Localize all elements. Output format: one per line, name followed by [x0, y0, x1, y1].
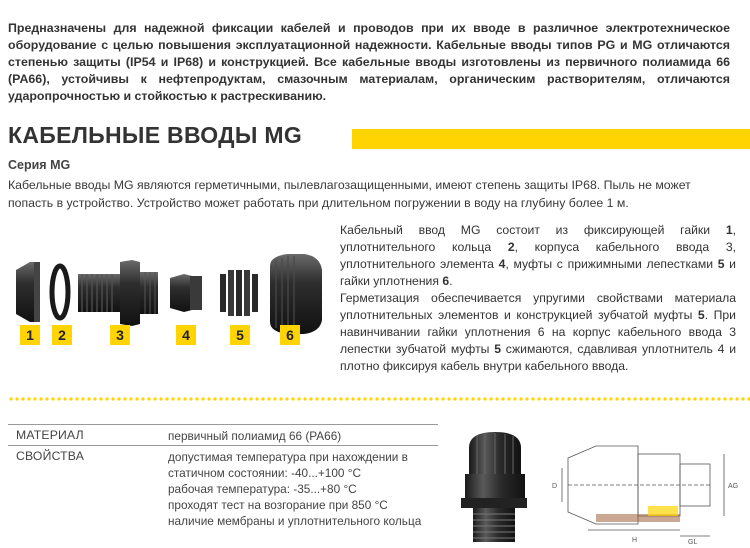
material-label: МАТЕРИАЛ	[16, 428, 84, 442]
sealing-paragraph: Герметизация обеспечивается упругими свойствами материала уплотнительных элементов и конструкцией зубчатой муфты 5. При навинчивании гайки уплотнения 6 на корпус кабельного ввода 3 лепестки зубчатой муфты 5 сжимаются, сдавливая уплотнитель 4 и плотно фиксируя кабель внутри кабельного ввода.	[340, 291, 736, 373]
drawing-label-h: H	[632, 537, 638, 544]
page-title: КАБЕЛЬНЫЕ ВВОДЫ MG	[8, 122, 303, 148]
part-number-1: 1	[20, 325, 40, 345]
property-line: проходят тест на возгорание при 850 °С	[168, 498, 388, 512]
part-number-3: 3	[110, 325, 130, 345]
drawing-label-ag: AG	[728, 483, 739, 490]
section-heading	[0, 120, 750, 152]
property-line: допустимая температура при нахождении в статичном состоянии: -40...+100 °С	[168, 450, 408, 480]
spec-row-material	[8, 424, 438, 445]
property-line: рабочая температура: -35...+80 °С	[168, 482, 357, 496]
part-number-5: 5	[230, 325, 250, 345]
properties-value	[168, 446, 438, 529]
composition-paragraph: Кабельный ввод MG состоит из фиксирующей гайки 1, уплотнительного кольца 2, корпуса кабельного ввода 3, уплотнительного элемента 4, муфты с прижимными лепестками 5 и гайки уплотнения 6.	[340, 223, 736, 288]
intro-paragraph: Предназначены для надежной фиксации кабелей и проводов при их вводе в различное электротехническое оборудование с целью повышения эксплуатационной надежности. Кабельные вводы типов PG и MG отличаются степенью защиты (IP54 и IP68) и конструкцией. Все кабельные вводы изготовлены из первичного полиамида 66 (PA66), устойчивы к нефтепродуктам, смазочным материалам, органическим растворителям, отличаются ударопрочностью и стойкостью к растрескиванию.	[8, 21, 730, 103]
material-value: первичный полиамид 66 (PA66)	[168, 429, 342, 443]
product-photo	[455, 428, 535, 546]
dotted-divider	[8, 397, 750, 401]
series-title: Серия MG	[8, 158, 71, 172]
series-description: Кабельные вводы MG являются герметичными, пылевлагозащищенными, имеют степень защиты IP68. Пыль не может попасть в устройство. Устройство может работать при длительном погружении в воду на глубину более 1 м.	[8, 178, 691, 210]
property-line: наличие мембраны и уплотнительного кольца	[168, 514, 422, 528]
composition-description	[340, 222, 736, 375]
heading-accent-bar	[352, 129, 750, 149]
properties-label: СВОЙСТВА	[16, 449, 85, 463]
clamping-sleeve-icon	[220, 270, 258, 316]
drawing-label-gl: GL	[688, 539, 698, 546]
o-ring-icon	[52, 266, 68, 318]
nut-icon	[16, 262, 40, 322]
spec-table	[8, 424, 438, 529]
seal-element-icon	[170, 274, 202, 312]
part-number-6: 6	[280, 325, 300, 345]
spec-row-properties	[8, 445, 438, 529]
technical-drawing	[548, 428, 744, 546]
sealing-nut-icon	[270, 254, 322, 334]
drawing-label-d: D	[552, 483, 558, 490]
part-number-2: 2	[52, 325, 72, 345]
part-number-4: 4	[176, 325, 196, 345]
gland-body-icon	[78, 260, 158, 326]
